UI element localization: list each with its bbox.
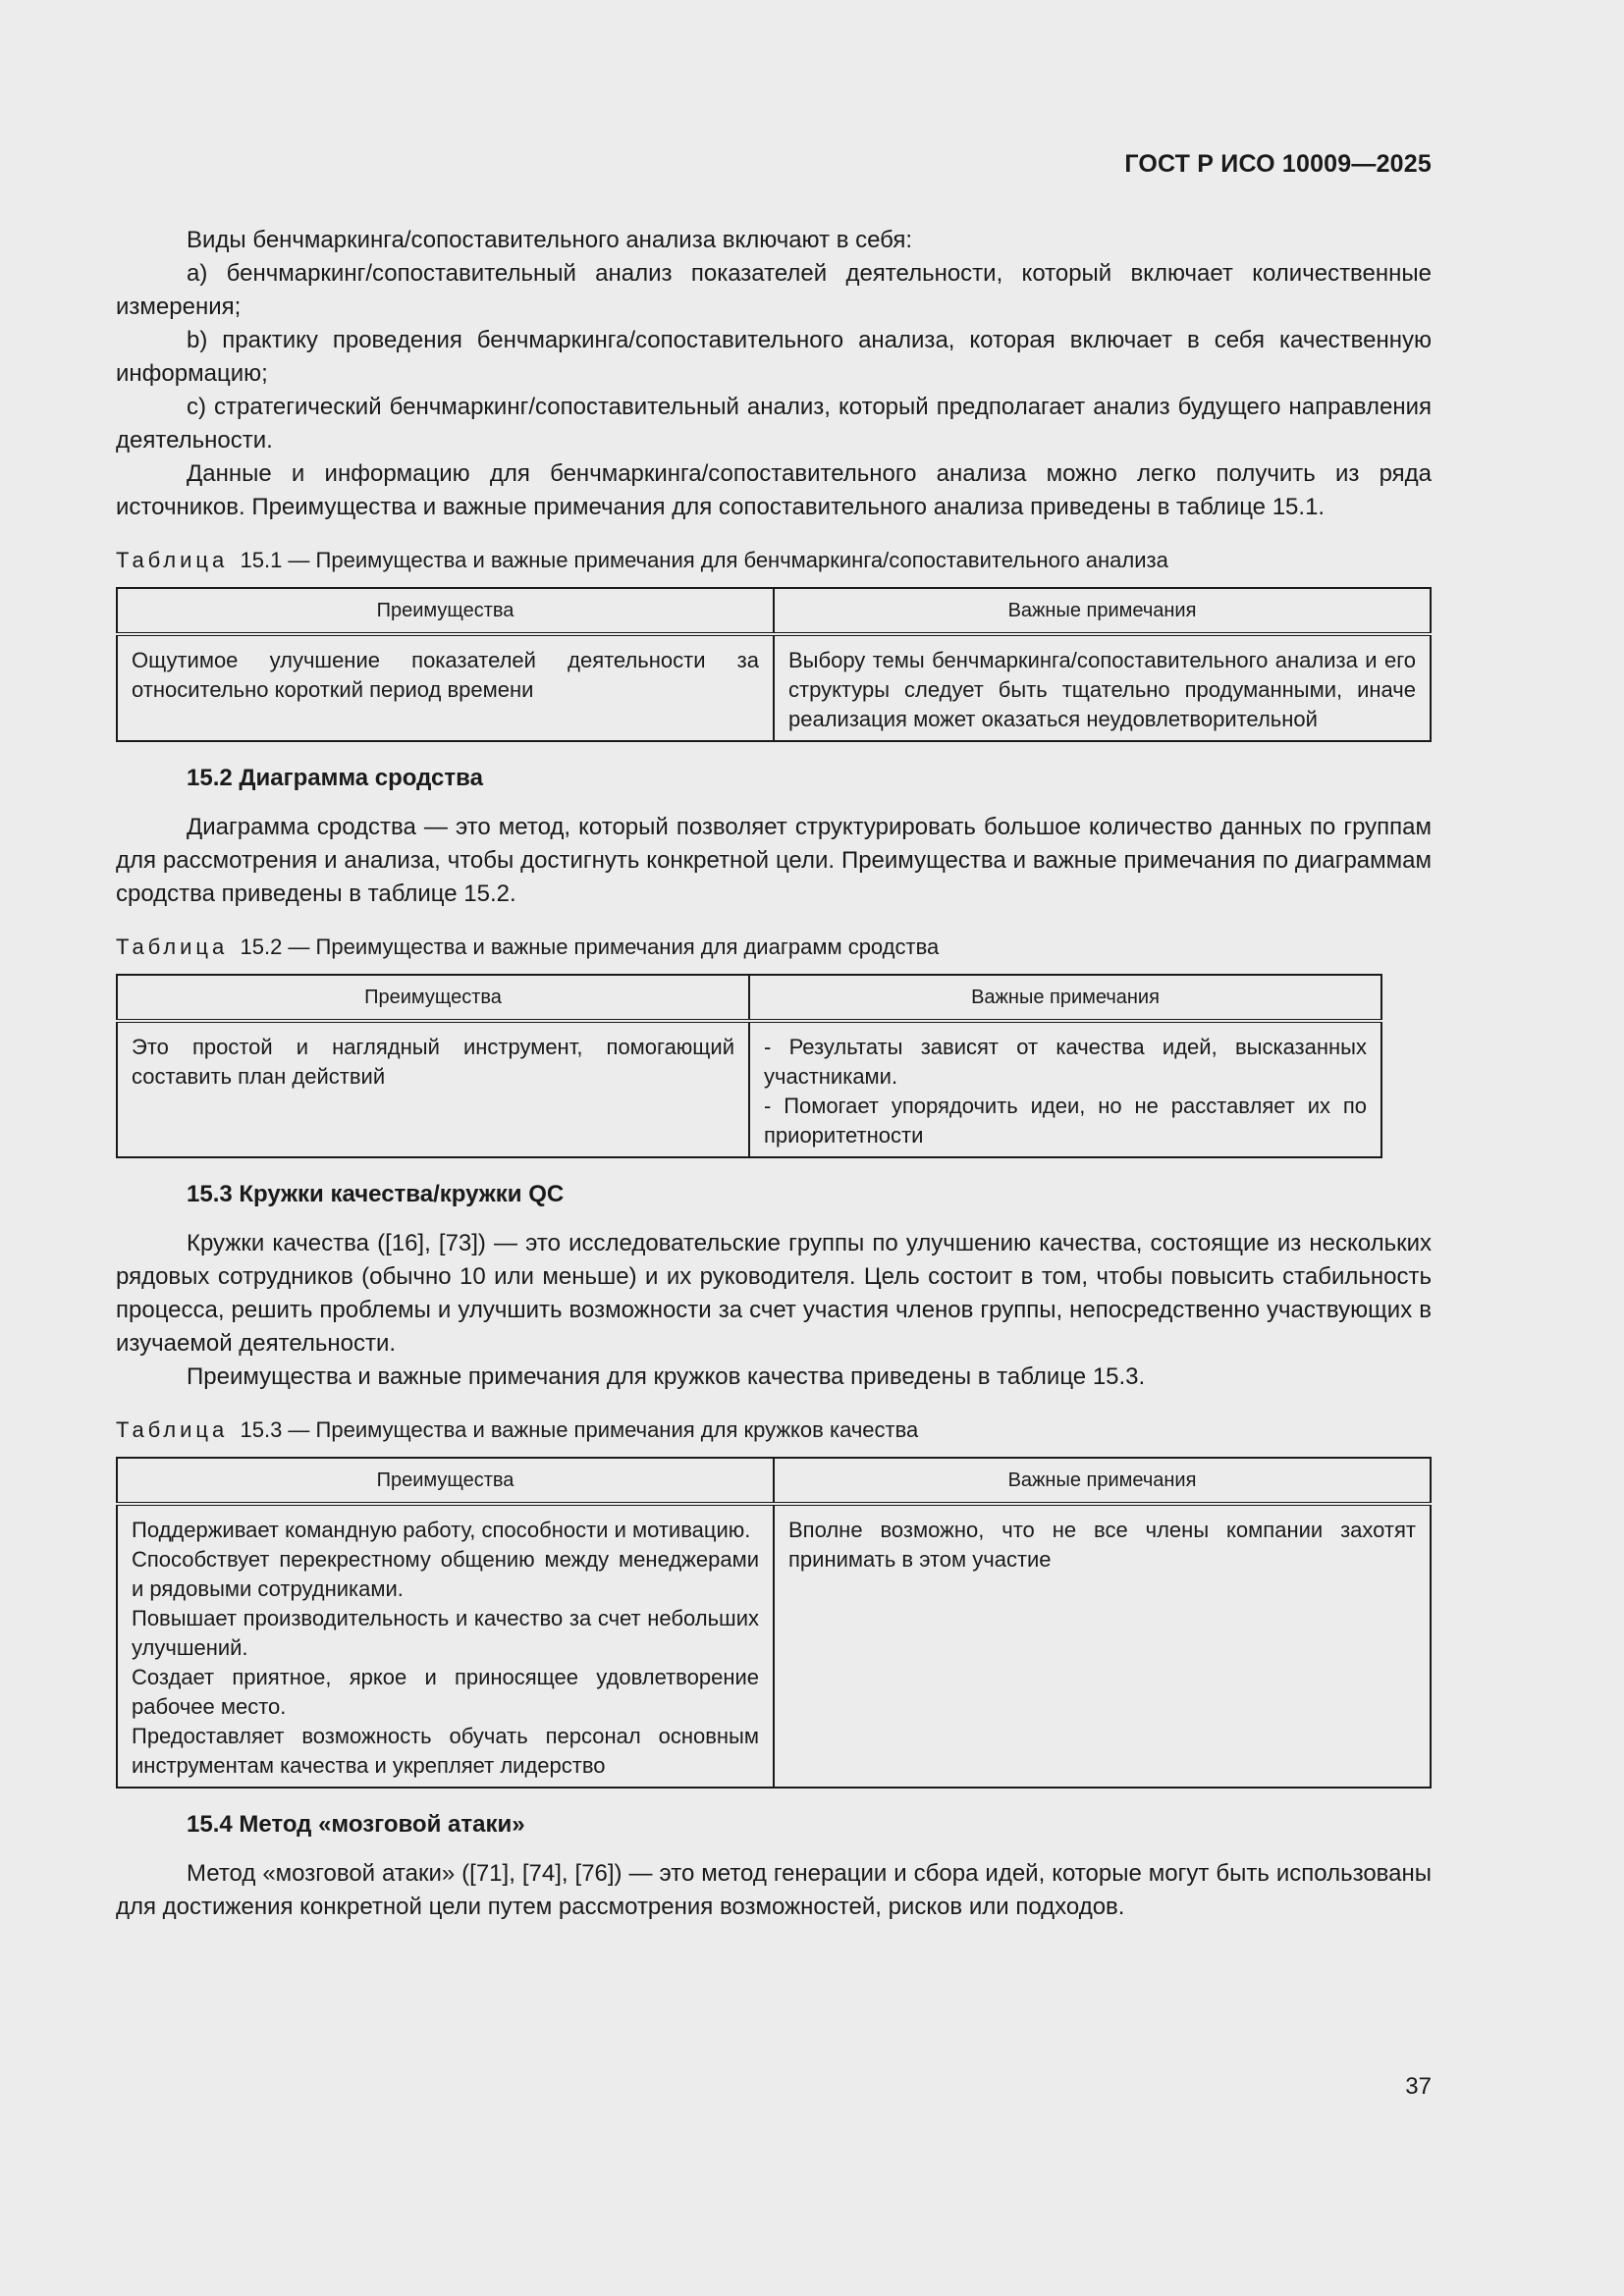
list-item-a: a) бенчмаркинг/сопоставительный анализ показателей деятельности, который включает количественные измерения; [116,260,1432,320]
sources-paragraph: Данные и информацию для бенчмаркинга/сопоставительного анализа можно легко получить из ряда источников. Преимущества и важные примечания для сопоставительного анализа приведены в таблице 15.1. [116,460,1432,520]
table-caption-text: 15.2 — Преимущества и важные примечания для диаграмм сродства [240,934,940,959]
list-item-b: b) практику проведения бенчмаркинга/сопоставительного анализа, которая включает в себя качественную информацию; [116,327,1432,387]
table-15-1 [116,587,1432,742]
notes-cell: Выбору темы бенчмаркинга/сопоставительного анализа и его структуры следует быть тщательно продуманными, иначе реализация может оказаться неудовлетворительной [788,648,1416,731]
note-line: - Результаты зависят от качества идей, высказанных участниками. [764,1035,1367,1089]
advantages-cell: Это простой и наглядный инструмент, помогающий составить план действий [117,1021,749,1157]
table-row [117,634,1431,741]
section-heading-15-4: 15.4 Метод «мозговой атаки» [187,1811,525,1838]
advantages-cell: Ощутимое улучшение показателей деятельности за относительно короткий период времени [117,634,774,741]
table-label: Таблица [116,548,229,572]
advantage-line: Поддерживает командную работу, способности и мотивацию. [132,1518,751,1542]
column-header-notes: Важные примечания [749,975,1381,1021]
page-content [116,224,1432,1924]
table-header-row [117,975,1381,1021]
table-15-3-caption [116,1415,1432,1445]
section-heading-15-3: 15.3 Кружки качества/кружки QC [187,1181,565,1207]
table-header-row [117,588,1431,634]
table-row [117,1021,1381,1157]
brainstorming-paragraph: Метод «мозговой атаки» ([71], [74], [76]) — это метод генерации и сбора идей, которые могут быть использованы для достижения конкретной цели путем рассмотрения возможностей, рисков или подходов. [116,1860,1432,1920]
advantage-line: Повышает производительность и качество за счет небольших улучшений. [132,1606,759,1660]
note-line: - Помогает упорядочить идеи, но не расставляет их по приоритетности [764,1094,1367,1148]
affinity-diagram-paragraph: Диаграмма сродства — это метод, который позволяет структурировать большое количество данных по группам для рассмотрения и анализа, чтобы достигнуть конкретной цели. Преимущества и важные примечания по диаграммам сродства приведены в таблице 15.2. [116,814,1432,907]
list-item-c: c) стратегический бенчмаркинг/сопоставительный анализ, который предполагает анализ будущего направления деятельности. [116,394,1432,454]
advantage-line: Способствует перекрестному общению между менеджерами и рядовыми сотрудниками. [132,1547,759,1601]
page-number: 37 [1405,2073,1432,2100]
notes-cell: Вполне возможно, что не все члены компании захотят принимать в этом участие [788,1518,1416,1572]
table-caption-text: 15.1 — Преимущества и важные примечания для бенчмаркинга/сопоставительного анализа [240,548,1168,572]
table-row [117,1504,1431,1788]
column-header-notes: Важные примечания [774,1458,1431,1504]
advantage-line: Создает приятное, яркое и приносящее удовлетворение рабочее место. [132,1665,759,1719]
table-caption-text: 15.3 — Преимущества и важные примечания для кружков качества [240,1417,919,1442]
column-header-advantages: Преимущества [117,1458,774,1504]
advantage-line: Предоставляет возможность обучать персонал основным инструментам качества и укрепляет лидерство [132,1724,759,1778]
table-15-2 [116,974,1382,1158]
table-label: Таблица [116,934,229,959]
document-header: ГОСТ Р ИСО 10009—2025 [1124,150,1432,178]
advantages-cell [117,1504,774,1788]
column-header-notes: Важные примечания [774,588,1431,634]
quality-circles-reference-paragraph: Преимущества и важные примечания для кружков качества приведены в таблице 15.3. [187,1363,1146,1390]
table-15-3 [116,1457,1432,1789]
notes-cell [749,1021,1381,1157]
table-15-1-caption [116,546,1432,575]
table-label: Таблица [116,1417,229,1442]
column-header-advantages: Преимущества [117,588,774,634]
table-15-2-caption [116,933,1432,962]
section-heading-15-2: 15.2 Диаграмма сродства [187,765,483,791]
table-header-row [117,1458,1431,1504]
quality-circles-paragraph: Кружки качества ([16], [73]) — это исследовательские группы по улучшению качества, состоящие из нескольких рядовых сотрудников (обычно 10 или меньше) и их руководителя. Цель состоит в том, чтобы повысить стабильность процесса, решить проблемы и улучшить возможности за счет участия членов группы, непосредственно участвующих в изучаемой деятельности. [116,1230,1432,1357]
column-header-advantages: Преимущества [117,975,749,1021]
intro-paragraph: Виды бенчмаркинга/сопоставительного анализа включают в себя: [187,227,913,253]
